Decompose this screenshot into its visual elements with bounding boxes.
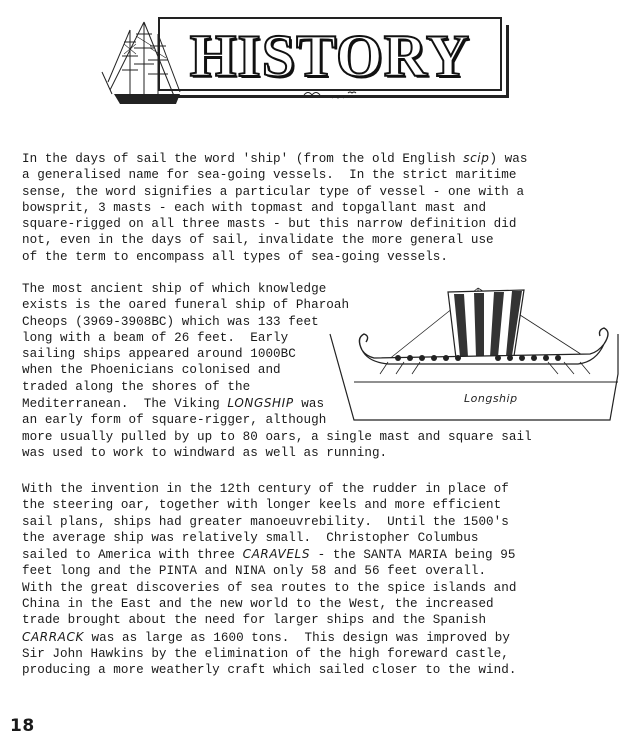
text-line: feet long and the PINTA and NINA only 58 and 56 feet overall. <box>22 564 487 579</box>
text-line: Cheops (3969-3908BC) which was 133 feet <box>22 314 319 329</box>
paragraph-rudder-era <box>22 481 517 679</box>
text-line: long with a beam of 26 feet. Early <box>22 330 289 345</box>
text-line: more usually pulled by up to 80 oars, a single mast and square sail <box>22 429 532 444</box>
text-line: traded along the shores of the <box>22 379 251 394</box>
text-line: of the term to encompass all types of sea-going vessels. <box>22 249 449 264</box>
text-line: the average ship was relatively small. Christopher Columbus <box>22 530 479 545</box>
header-banner <box>100 12 508 108</box>
text-line: an early form of square-rigger, although <box>22 413 327 428</box>
text-line: sense, the word signifies a particular type of vessel - one with a <box>22 184 525 199</box>
seagulls-icon <box>302 87 362 103</box>
text-line: was used to work to windward as well as running. <box>22 445 388 460</box>
text-line: not, even in the days of sail, invalidate the more general use <box>22 233 494 248</box>
text-line: Sir John Hawkins by the elimination of the high foreward castle, <box>22 646 509 661</box>
handwritten-word-caravels: CARAVELS <box>242 547 311 562</box>
text-line: - the SANTA MARIA being 95 <box>310 548 516 563</box>
text-line: Mediterranean. The Viking <box>22 397 228 412</box>
text-line: the steering oar, together with longer keels and more efficient <box>22 498 502 513</box>
handwritten-word-longship: LONGSHIP <box>227 396 294 411</box>
text-line: China in the East and the new world to the West, the increased <box>22 597 494 612</box>
text-line: sailing ships appeared around 1000BC <box>22 347 296 362</box>
paragraph-ship-definition <box>22 150 527 265</box>
text-line: bowsprit, 3 masts - each with topmast and topgallant mast and <box>22 200 487 215</box>
text-line: was as large as 1600 tons. This design was improved by <box>83 630 510 645</box>
text-line: a generalised name for sea-going vessels. In the strict maritime <box>22 168 517 183</box>
text-line: when the Phoenicians colonised and <box>22 363 281 378</box>
illustration-caption: Longship <box>464 392 518 405</box>
text-line: square-rigged on all three masts - but this narrow definition did <box>22 217 517 232</box>
text-line: sail plans, ships had greater manoeuvrebility. Until the 1500's <box>22 514 509 529</box>
text-line: trade brought about the need for larger ships and the Spanish <box>22 613 487 628</box>
handwritten-word-carrack: CARRACK <box>22 629 84 644</box>
text-line: With the great discoveries of sea routes to the spice islands and <box>22 580 517 595</box>
page-number: 18 <box>10 716 35 736</box>
page-title: HISTORY <box>189 23 471 89</box>
text-line: sailed to America with three <box>22 548 243 563</box>
text-line: producing a more weatherly craft which sailed closer to the wind. <box>22 663 517 678</box>
text-line: The most ancient ship of which knowledge <box>22 282 327 296</box>
text-line: ) was <box>489 152 528 166</box>
handwritten-word-scip: scip <box>463 151 490 165</box>
text-line: was <box>293 397 325 412</box>
text-line: In the days of sail the word 'ship' (from the old English <box>22 152 464 166</box>
text-line: exists is the oared funeral ship of Pharoah <box>22 298 350 313</box>
text-line: With the invention in the 12th century of the rudder in place of <box>22 482 509 496</box>
longship-illustration <box>328 278 620 428</box>
